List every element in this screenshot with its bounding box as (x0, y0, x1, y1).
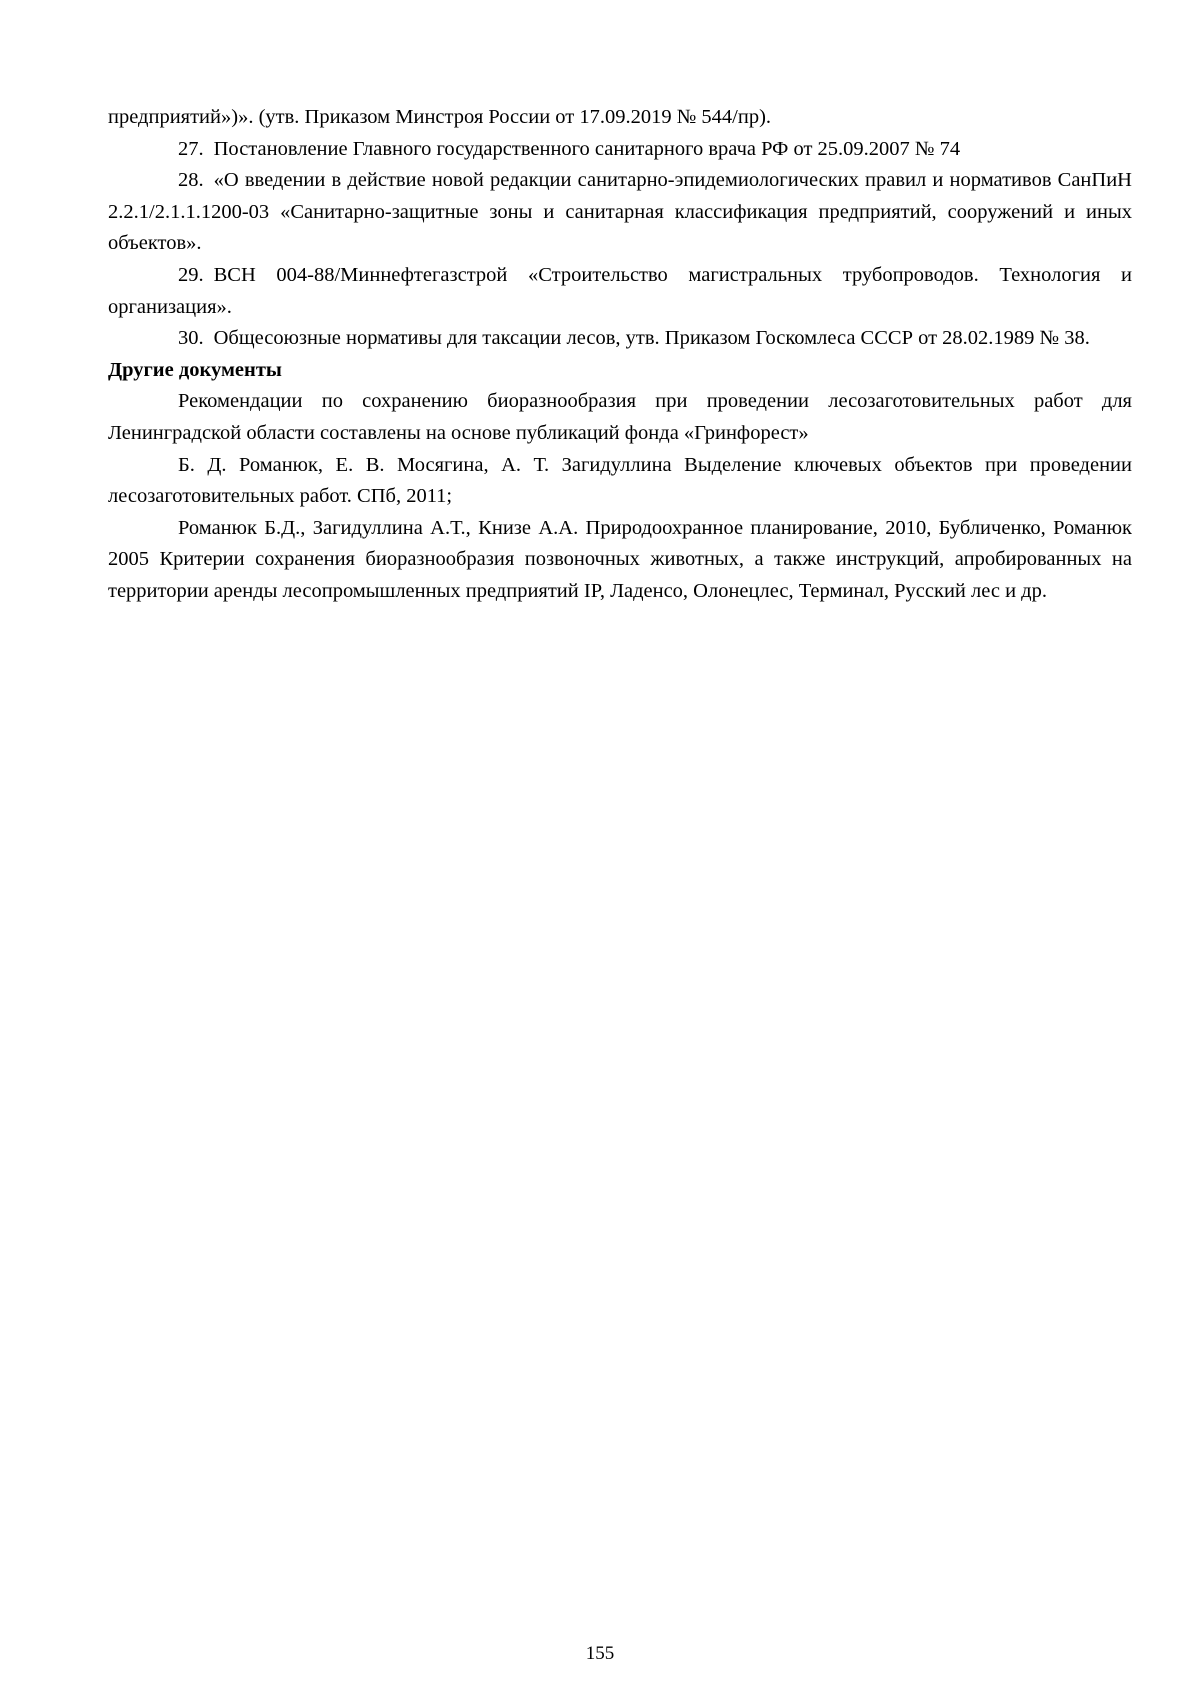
list-item-text: Общесоюзные нормативы для таксации лесов, утв. Приказом Госкомлеса СССР от 28.02.1989 № 38. (213, 327, 1090, 350)
document-body (108, 102, 1132, 608)
section-heading: Другие документы (108, 358, 282, 381)
list-item-number: 27. (178, 137, 204, 160)
other-document-paragraph: Романюк Б.Д., Загидуллина А.Т., Книзе А.А. Природоохранное планирование, 2010, Бубличенко, Романюк 2005 Критерии сохранения биоразнообразия позвоночных животных, а также инструкций, апробированных на территории аренды лесопромышленных предприятий IP, Ладенсо, Олонецлес, Терминал, Русский лес и др. (108, 516, 1132, 602)
continuation-paragraph: предприятий»)». (утв. Приказом Минстроя России от 17.09.2019 № 544/пр). (108, 106, 772, 128)
list-item-text: «О введении в действие новой редакции санитарно-эпидемиологических правил и нормативов СанПиН 2.2.1/2.1.1.1200-03 «Санитарно-защитные зоны и санитарная классификация предприятий, сооружений и иных объектов». (108, 169, 1132, 255)
list-item-number: 30. (178, 327, 204, 350)
page-number: 155 (585, 1643, 615, 1664)
list-item-text: Постановление Главного государственного санитарного врача РФ от 25.09.2007 № 74 (213, 137, 961, 160)
list-item-text: ВСН 004-88/Миннефтегазстрой «Строительство магистральных трубопроводов. Технология и организация». (108, 263, 1132, 318)
list-item-number: 29. (178, 263, 204, 286)
other-document-paragraph: Рекомендации по сохранению биоразнообразия при проведении лесозаготовительных работ для Ленинградской области составлены на основе публикаций фонда «Гринфорест» (108, 390, 1132, 444)
list-item-27 (108, 134, 1132, 166)
list-item-28 (108, 165, 1132, 260)
list-item-29 (108, 260, 1132, 323)
list-item-30 (108, 323, 1132, 355)
other-document-paragraph: Б. Д. Романюк, Е. В. Мосягина, А. Т. Загидуллина Выделение ключевых объектов при проведении лесозаготовительных работ. СПб, 2011; (108, 453, 1132, 508)
list-item-number: 28. (178, 169, 204, 192)
